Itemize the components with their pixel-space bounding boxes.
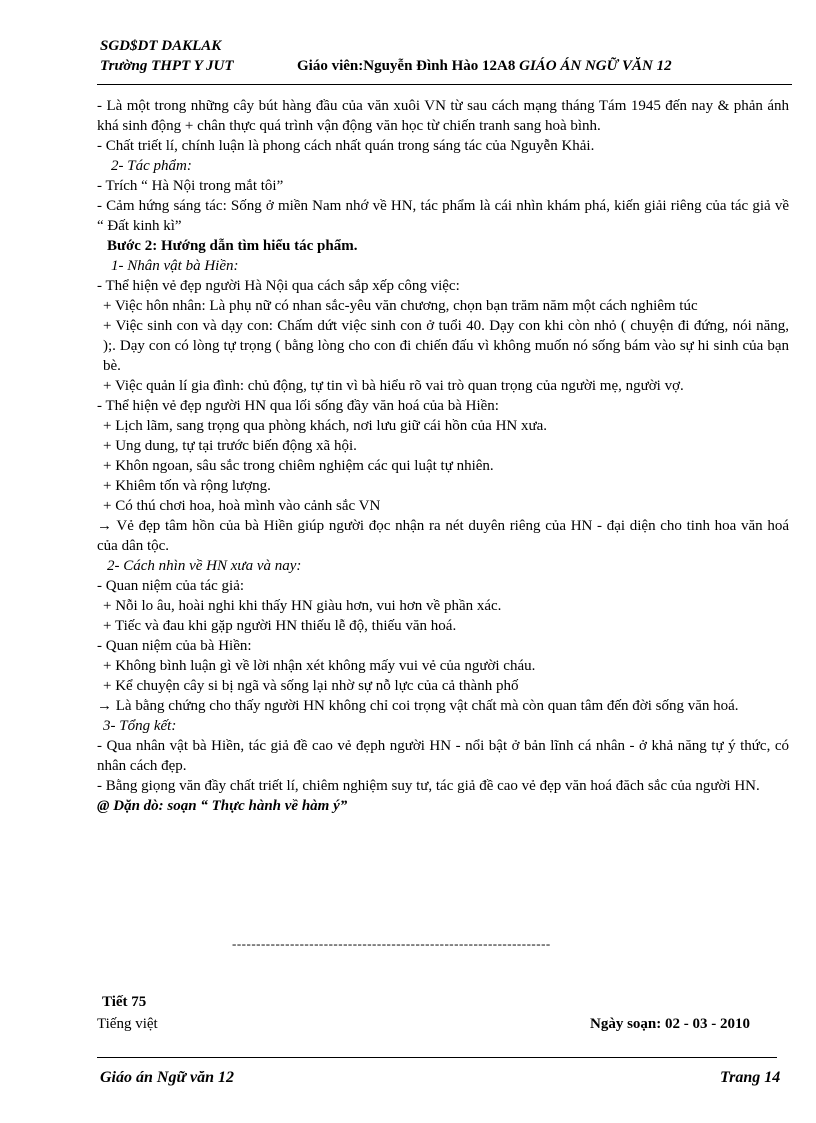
step-heading: Bước 2: Hướng dẫn tìm hiểu tác phẩm. [107,238,358,254]
section-heading: 2- Cách nhìn về HN xưa và nay: [107,558,302,574]
paragraph: + Việc sinh con và dạy con: Chấm dứt việc sinh con ở tuổi 40. Dạy con khi còn nhỏ ( chuyện đi đứng, nói năng, );. Dạy con có lòng tự trọng ( bằng lòng cho con đi chiến đấu vì không muốn nó sống bám vào sự hi sinh của bạn bè. [103,318,789,374]
paragraph: - Là một trong những cây bút hàng đầu của văn xuôi VN từ sau cách mạng tháng Tám 1945 đến nay & phản ánh khá sinh động + chân thực quá trình vận động văn học từ chiến tranh sang hoà bình. [97,98,789,134]
paragraph: + Lịch lãm, sang trọng qua phòng khách, nơi lưu giữ cái hồn của HN xưa. [103,418,548,434]
paragraph: + Việc quản lí gia đình: chủ động, tự tin vì bà hiểu rõ vai trò quan trọng của người mẹ, người vợ. [103,378,684,394]
header-divider [97,84,792,85]
teacher-name: Giáo viên:Nguyễn Đình Hào 12A8 [297,58,516,74]
page-number: Trang 14 [720,1069,781,1086]
paragraph: - Cảm hứng sáng tác: Sống ở miền Nam nhớ về HN, tác phẩm là cái nhìn khám phá, kiến giải riêng của tác giả về “ Đất kinh kì” [97,198,789,234]
paragraph: - Quan niệm của bà Hiền: [97,638,252,654]
paragraph: + Việc hôn nhân: Là phụ nữ có nhan sắc-yêu văn chương, chọn bạn trăm năm một cách nghiêm túc [103,298,698,314]
lesson-title: GIÁO ÁN NGỮ VĂN 12 [519,58,672,74]
paragraph: - Qua nhân vật bà Hiền, tác giả đề cao vẻ đẹph người HN - nổi bật ở bản lĩnh cá nhân - ở khả năng tự ý thức, có nhân cách đẹp. [97,738,789,774]
paragraph: → Là bằng chứng cho thấy người HN không chỉ coi trọng vật chất mà còn quan tâm đến đời sống văn hoá. [97,698,739,714]
paragraph: + Ung dung, tự tại trước biến động xã hội. [103,438,357,454]
paragraph: - Trích “ Hà Nội trong mắt tôi” [97,178,284,194]
footer-divider [97,1057,777,1058]
org-name: SGD$DT DAKLAK [100,38,222,54]
school-name: Trường THPT Y JUT [100,58,234,74]
footer-title: Giáo án Ngữ văn 12 [100,1069,235,1086]
paragraph: - Chất triết lí, chính luận là phong cách nhất quán trong sáng tác của Nguyễn Khải. [97,138,595,154]
paragraph: → Vẻ đẹp tâm hồn của bà Hiền giúp người đọc nhận ra nét duyên riêng của HN - đại diện cho tinh hoa văn hoá của dân tộc. [97,518,789,554]
document-body [97,96,789,816]
teacher-lesson [297,58,672,75]
paragraph: + Kể chuyện cây si bị ngã và sống lại nhờ sự nỗ lực của cả thành phố [103,678,519,694]
paragraph: + Khôn ngoan, sâu sắc trong chiêm nghiệm các qui luật tự nhiên. [103,458,494,474]
paragraph: - Bằng giọng văn đầy chất triết lí, chiêm nghiệm suy tư, tác giả đề cao vẻ đẹp văn hoá đăch sắc của người HN. [97,778,760,794]
section-heading: 3- Tổng kết: [103,718,177,734]
section-heading: 2- Tác phẩm: [111,158,192,174]
homework-note: @ Dặn dò: soạn “ Thực hành về hàm ý” [97,798,348,814]
section-heading: 1- Nhân vật bà Hiền: [111,258,239,274]
paragraph: + Không bình luận gì về lời nhận xét không mấy vui vẻ của người cháu. [103,658,536,674]
paragraph: + Khiêm tốn và rộng lượng. [103,478,271,494]
prepared-date: Ngày soạn: 02 - 03 - 2010 [590,1016,750,1032]
lesson-number: Tiết 75 [102,994,147,1010]
paragraph: + Nỗi lo âu, hoài nghi khi thấy HN giàu hơn, vui hơn về phần xác. [103,598,502,614]
paragraph: - Quan niệm của tác giả: [97,578,245,594]
paragraph: + Tiếc và đau khi gặp người HN thiếu lễ độ, thiếu văn hoá. [103,618,457,634]
dashed-separator: ------------------------------------------------------------------ [232,936,551,951]
paragraph: - Thể hiện vẻ đẹp người HN qua lối sống đầy văn hoá của bà Hiền: [97,398,499,414]
header-line [100,58,790,75]
paragraph: - Thể hiện vẻ đẹp người Hà Nội qua cách sắp xếp công việc: [97,278,460,294]
paragraph: + Có thú chơi hoa, hoà mình vào cảnh sắc VN [103,498,381,514]
subject-name: Tiếng việt [97,1016,158,1032]
